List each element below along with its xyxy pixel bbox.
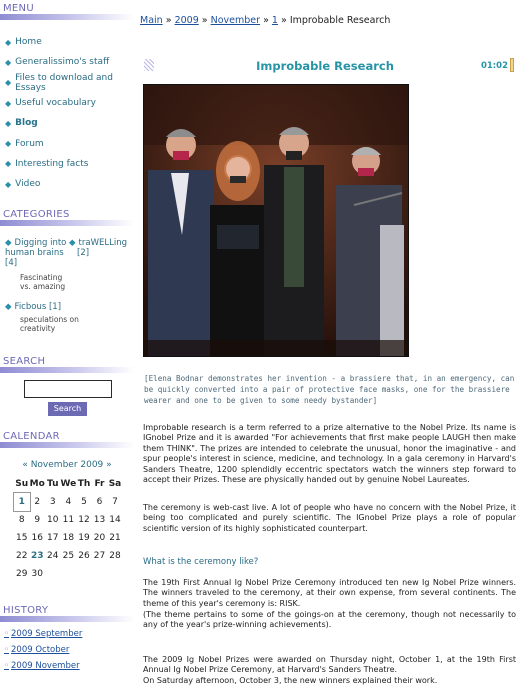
audio-icon[interactable]	[510, 58, 514, 72]
calendar-day: 19	[78, 533, 90, 543]
calendar-day[interactable]: 1	[14, 493, 30, 511]
breadcrumb-day[interactable]: 1	[271, 15, 278, 26]
calendar-day[interactable]: 23	[30, 551, 44, 561]
bullet-icon: ◦	[4, 629, 10, 639]
category-brains[interactable]: ◆ Digging into human brains [4]	[5, 238, 67, 268]
article-time: 01:02	[480, 61, 508, 71]
menu-item-home[interactable]: ◆ Home	[5, 37, 42, 48]
category-ficbous-sub[interactable]: speculations on creativity	[20, 315, 79, 333]
weekday: Tu	[46, 479, 59, 489]
calendar-day: 5	[81, 497, 87, 507]
calendar-day: 25	[62, 551, 75, 561]
calendar-day	[76, 565, 92, 583]
weekday: Su	[15, 479, 29, 489]
calendar-day	[92, 565, 108, 583]
bullet-icon: ◆	[69, 238, 76, 248]
calendar-month-nav[interactable]: « November 2009 »	[22, 460, 112, 470]
breadcrumb-separator: »	[281, 15, 287, 26]
menu-item-files[interactable]: ◆ Files to download and Essays	[5, 72, 113, 93]
breadcrumb-current: Improbable Research	[289, 15, 391, 26]
sidebar	[0, 0, 134, 691]
bullet-icon: ◦	[4, 661, 10, 671]
article-photo	[143, 84, 409, 357]
calendar-day: 18	[62, 533, 75, 543]
breadcrumb-year[interactable]: 2009	[174, 15, 199, 26]
paragraph-intro: Improbable research is a term referred to a prize alternative to the Nobel Prize. Its name is IGnobel Prize and it is awarded "For achievements that first make people LAUGH then make them THINK". The prizes are intended to celebrate the unusual, honor the imaginative - and spur people's interest in science, medicine, and technology. In a gala ceremony in Harvard's Sanders Theatre, 1200 splendidly eccentric spectators watch the winners step forward to accept their Prizes. These are physically handed out by genuine Nobel Laureates.	[143, 423, 516, 485]
calendar-day	[107, 565, 123, 583]
menu-header	[0, 0, 134, 22]
calendar-day: 30	[31, 569, 43, 579]
history-item-september[interactable]: ◦ 2009 September	[4, 629, 83, 639]
calendar-day: 14	[109, 515, 121, 525]
calendar-day: 13	[93, 515, 106, 525]
menu-title: MENU	[3, 3, 34, 14]
search-title: SEARCH	[3, 356, 46, 367]
paragraph-webcast: The ceremony is web-cast live. A lot of people who have no concern with the Nobel Prize, it being too complicated and purely scientific. The IGnobel Prize plays a role of popular scientific version of its highly sophisticated counterpart.	[143, 503, 516, 533]
paragraph-ceremony: The 19th First Annual Ig Nobel Prize Ceremony introduced ten new Ig Nobel Prize winners. The winners traveled to the ceremony, at their own expense, from several continents. The theme of this year's ceremony is: RISK.	[143, 578, 516, 608]
calendar-weekday-row	[14, 475, 123, 493]
menu-item-facts[interactable]: ◆ Interesting facts	[5, 158, 89, 169]
search-header-bar	[0, 367, 134, 373]
calendar-day: 28	[109, 551, 121, 561]
bullet-icon: ◆	[5, 118, 12, 128]
search-button[interactable]: Search	[48, 402, 87, 416]
calendar-day: 21	[109, 533, 121, 543]
photo-illustration	[144, 85, 409, 357]
breadcrumb-separator: »	[201, 15, 208, 26]
weekday: Mo	[29, 479, 45, 489]
menu-item-staff[interactable]: ◆ Generalissimo's staff	[5, 57, 110, 68]
weekday: Sa	[108, 479, 122, 489]
calendar-day: 22	[16, 551, 28, 561]
bullet-icon: ◦	[4, 645, 10, 655]
calendar-header	[0, 428, 134, 450]
breadcrumb-month[interactable]: November	[210, 15, 261, 26]
calendar-day: 4	[65, 497, 72, 507]
calendar-week	[14, 493, 123, 511]
menu-item-forum[interactable]: ◆ Forum	[5, 138, 44, 149]
search-input[interactable]	[24, 380, 112, 398]
calendar-day: 3	[49, 497, 56, 507]
calendar-day: 12	[78, 515, 90, 525]
calendar-header-bar	[0, 442, 134, 448]
paragraph-saturday: On Saturday afternoon, October 3, the new winners explained their work.	[143, 676, 438, 685]
calendar-week	[14, 511, 123, 529]
calendar-day: 29	[16, 569, 28, 579]
categories-list	[0, 234, 134, 352]
calendar-title: CALENDAR	[3, 431, 60, 442]
bullet-icon: ◆	[5, 179, 12, 189]
calendar-day: 8	[18, 515, 25, 525]
calendar-day: 2	[34, 497, 41, 507]
search-header	[0, 353, 134, 375]
ceremony-question: What is the ceremony like?	[143, 557, 259, 567]
calendar-day: 10	[47, 515, 59, 525]
calendar-day: 15	[16, 533, 28, 543]
bullet-icon: ◆	[5, 37, 12, 47]
calendar-day: 6	[96, 497, 103, 507]
history-header-bar	[0, 616, 134, 622]
calendar-week	[14, 547, 123, 565]
article-title: Improbable Research	[256, 59, 394, 73]
calendar-week	[14, 565, 123, 583]
menu-list	[0, 28, 134, 194]
history-item-october[interactable]: ◦ 2009 October	[4, 645, 70, 655]
calendar-day	[45, 565, 61, 583]
history-item-november[interactable]: ◦ 2009 November	[4, 661, 80, 671]
breadcrumb-separator: »	[263, 15, 269, 26]
calendar-day: 7	[112, 497, 118, 507]
weekday: Fr	[94, 479, 105, 489]
menu-item-blog[interactable]: ◆ Blog	[5, 118, 38, 129]
calendar-day: 16	[31, 533, 43, 543]
breadcrumb-separator: »	[165, 15, 172, 26]
main-content	[140, 0, 517, 691]
bullet-icon: ◆	[5, 57, 12, 67]
calendar-day: 27	[93, 551, 106, 561]
weekday: Th	[77, 479, 91, 489]
category-brains-sub[interactable]: Fascinating vs. amazing	[20, 273, 66, 291]
category-travelling[interactable]: ◆ traWELLing [2]	[69, 238, 127, 258]
photo-caption: [Elena Bodnar demonstrates her invention - a brassiere that, in an emergency, can be quickly converted into a pair of protective face masks, one for the brassiere wearer and one to be given to some needy bystander]	[144, 374, 515, 405]
calendar-grid	[14, 475, 123, 583]
menu-item-video[interactable]: ◆ Video	[5, 179, 41, 190]
calendar-day: 9	[34, 515, 41, 525]
breadcrumb-main[interactable]: Main	[140, 15, 163, 26]
weekday: We	[60, 479, 77, 489]
bullet-icon: ◆	[5, 302, 12, 312]
menu-item-vocabulary[interactable]: ◆ Useful vocabulary	[5, 98, 96, 109]
bullet-icon: ◆	[5, 238, 12, 248]
bullet-icon: ◆	[5, 78, 12, 88]
categories-header-bar	[0, 220, 134, 226]
history-header	[0, 602, 134, 624]
paragraph-awards: The 2009 Ig Nobel Prizes were awarded on Thursday night, October 1, at the 19th First Annual Ig Nobel Prize Ceremony, at Harvard's Sanders Theatre.	[143, 655, 516, 675]
menu-header-bar	[0, 14, 134, 20]
bullet-icon: ◆	[5, 139, 12, 149]
bullet-icon: ◆	[5, 98, 12, 108]
category-ficbous[interactable]: ◆ Ficbous [1]	[5, 302, 62, 312]
calendar-week	[14, 529, 123, 547]
calendar-day: 17	[47, 533, 59, 543]
paragraph-theme: (The theme pertains to some of the goings-on at the ceremony, though not necessarily to any of the year's prize-winning achievements).	[143, 610, 516, 630]
calendar-day: 20	[93, 533, 106, 543]
categories-header	[0, 206, 134, 228]
bullet-icon: ◆	[5, 159, 12, 169]
breadcrumb	[140, 15, 390, 26]
calendar-day: 11	[62, 515, 75, 525]
history-title: HISTORY	[3, 605, 49, 616]
calendar-day: 26	[78, 551, 90, 561]
calendar-day	[61, 565, 77, 583]
calendar-day: 24	[47, 551, 59, 561]
categories-title: CATEGORIES	[3, 209, 70, 220]
